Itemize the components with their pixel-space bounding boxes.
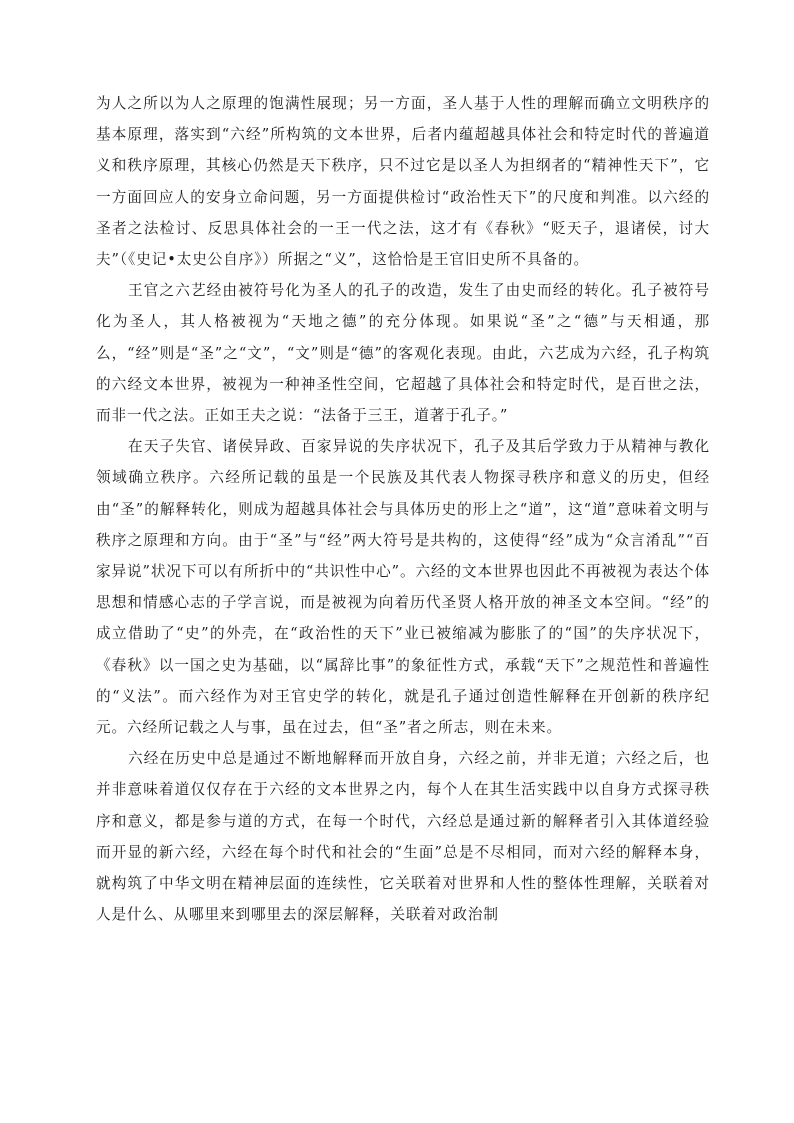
body-paragraph-4: 六经在历史中总是通过不断地解释而开放自身，六经之前，并非无道；六经之后，也并非意味着道仅仅存在于六经的文本世界之内，每个人在其生活实践中以自身方式探寻秩序和意义，都是参与道的方式，在每一个时代，六经总是通过新的解释者引入其体道经验而开显的新六经，六经在每个时代和社会的“生面”总是不尽相同，而对六经的解释本身，就构筑了中华文明在精神层面的连续性，它关联着对世界和人性的整体性理解，关联着对人是什么、从哪里来到哪里去的深层解释，关联着对政治制: [96, 750, 710, 924]
body-paragraph-3: 在天子失官、诸侯异政、百家异说的失序状况下，孔子及其后学致力于从精神与教化领域确立秩序。六经所记载的虽是一个民族及其代表人物探寻秩序和意义的历史，但经由“圣”的解释转化，则成为超越具体社会与具体历史的形上之“道”，这“道”意味着文明与秩序之原理和方向。由于“圣”与“经”两大符号是共构的，这使得“经”成为“众言淆乱”“百家异说”状况下可以有所折中的“共识性中心”。六经的文本世界也因此不再被视为表达个体思想和情感心志的子学言说，而是被视为向着历代圣贤人格开放的神圣文本空间。“经”的成立借助了“史”的外壳，在“政治性的天下”业已被缩减为膨胀了的“国”的失序状况下，《春秋》以一国之史为基础，以“属辞比事”的象征性方式，承载“天下”之规范性和普遍性的“义法”。而六经作为对王官史学的转化，就是孔子通过创造性解释在开创新的秩序纪元。六经所记载之人与事，虽在过去，但“圣”者之所志，则在未来。: [96, 438, 710, 737]
document-page: [96, 88, 710, 930]
body-paragraph-2: 王官之六艺经由被符号化为圣人的孔子的改造，发生了由史而经的转化。孔子被符号化为圣人，其人格被视为“天地之德”的充分体现。如果说“圣”之“德”与天相通，那么，“经”则是“圣”之“文”，“文”则是“德”的客观化表现。由此，六艺成为六经，孔子构筑的六经文本世界，被视为一种神圣性空间，它超越了具体社会和特定时代，是百世之法，而非一代之法。正如王夫之说：“法备于三王，道著于孔子。”: [96, 282, 710, 425]
body-paragraph-1: 为人之所以为人之原理的饱满性展现；另一方面，圣人基于人性的理解而确立文明秩序的基本原理，落实到“六经”所构筑的文本世界，后者内蕴超越具体社会和特定时代的普遍道义和秩序原理，其核心仍然是天下秩序，只不过它是以圣人为担纲者的“精神性天下”，它一方面回应人的安身立命问题，另一方面提供检讨“政治性天下”的尺度和判准。以六经的圣者之法检讨、反思具体社会的一王一代之法，这才有《春秋》“贬天子，退诸侯，讨大夫”（《史记•太史公自序》）所据之“义”，这恰恰是王官旧史所不具备的。: [96, 95, 710, 269]
